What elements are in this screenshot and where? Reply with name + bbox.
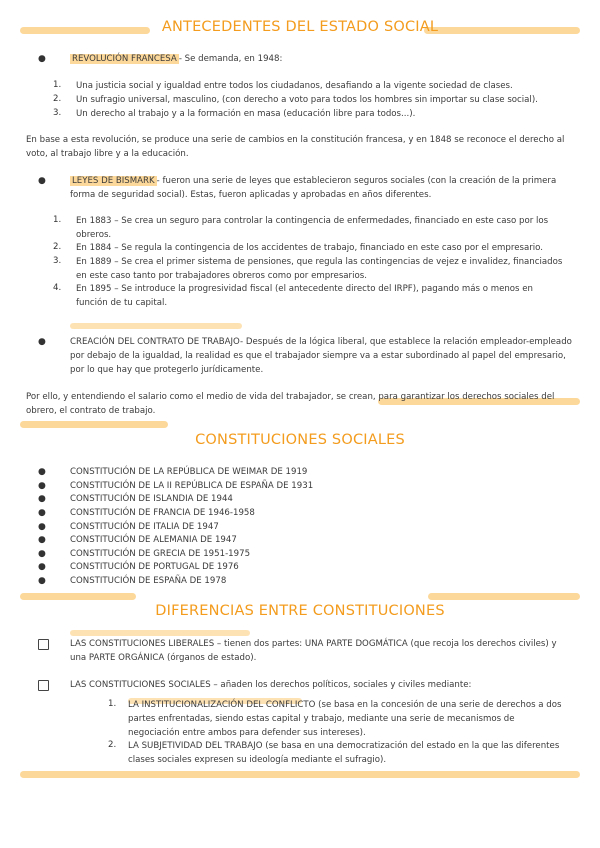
bullet: ●: [38, 562, 46, 572]
divider-bar-left-2: [20, 421, 168, 428]
divider-bar-right-3: [428, 593, 580, 600]
list-number: 3.: [53, 256, 62, 266]
list-item: CONSTITUCIÓN DE LA II REPÚBLICA DE ESPAÑA DE 1931: [70, 481, 314, 491]
divider-bar-left-3: [20, 593, 136, 600]
list-item: CONSTITUCIÓN DE LA REPÚBLICA DE WEIMAR DE 1919: [70, 467, 308, 477]
list-item: CONSTITUCIÓN DE ITALIA DE 1947: [70, 522, 219, 532]
list-item: CONSTITUCIÓN DE PORTUGAL DE 1976: [70, 562, 239, 572]
contrato-line: por debajo de la igualdad, la realidad es que el trabajador siempre va a estar subordinado al papel del empresario,: [70, 351, 566, 361]
paragraph-line: voto, al trabajo libre y a la educación.: [26, 149, 189, 159]
revolucion-item: Una justicia social y igualdad entre todos los ciudadanos, desafiando a la vigente sociedad de clases.: [76, 81, 513, 91]
revolucion-text: - Se demanda, en 1948:: [178, 54, 283, 64]
bullet: ●: [38, 535, 46, 545]
bullet: ●: [38, 467, 46, 477]
list-number: 1.: [108, 699, 117, 709]
list-number: 2.: [108, 740, 117, 750]
sociales-item: LA SUBJETIVIDAD DEL TRABAJO (se basa en una democratización del estado en la que las diferentes: [128, 741, 560, 751]
contrato-line: CREACIÓN DEL CONTRATO DE TRABAJO- Después de la lógica liberal, que establece la relación empleador-empleado: [70, 337, 572, 347]
bullet: ●: [38, 54, 46, 64]
list-number: 2.: [53, 242, 62, 252]
list-number: 3.: [53, 108, 62, 118]
bullet: ●: [38, 337, 46, 347]
list-item: CONSTITUCIÓN DE ALEMANIA DE 1947: [70, 535, 237, 545]
list-number: 4.: [53, 283, 62, 293]
section-title-constituciones: CONSTITUCIONES SOCIALES: [195, 432, 405, 448]
bismark-item: en este caso tanto por trabajadores obreros como por empresarios.: [76, 271, 367, 281]
bismark-item: En 1895 – Se introduce la progresividad fiscal (el antecedente directo del IRPF), pagando más o menos en: [76, 284, 533, 294]
sociales-item: negociación entre ambos para defender sus intereses).: [128, 728, 366, 738]
sociales-line: LAS CONSTITUCIONES SOCIALES – añaden los derechos políticos, sociales y civiles mediante:: [70, 680, 472, 690]
contrato-line: por lo que hay que protegerlo jurídicamente.: [70, 365, 264, 375]
bullet: ●: [38, 481, 46, 491]
revolucion-item: Un derecho al trabajo y a la formación en masa (educación libre para todos...).: [76, 109, 416, 119]
divider-bar-bottom: [20, 771, 580, 778]
liberales-line: una PARTE ORGÁNICA (órganos de estado).: [70, 653, 257, 663]
checkbox[interactable]: [38, 680, 49, 691]
bismark-line: forma de seguridad social). Estas, fueron aplicadas y aprobadas en años diferentes.: [70, 190, 432, 200]
bismark-label: LEYES DE BISMARK: [72, 176, 155, 186]
list-number: 2.: [53, 94, 62, 104]
revolucion-item: Un sufragio universal, masculino, (con derecho a voto para todos los hombres sin importar su clase social).: [76, 95, 538, 105]
list-item: CONSTITUCIÓN DE FRANCIA DE 1946-1958: [70, 508, 255, 518]
paragraph-line: En base a esta revolución, se produce una serie de cambios en la constitución francesa, y en 1848 se reconoce el derecho al: [26, 135, 565, 145]
bullet: ●: [38, 576, 46, 586]
list-item: CONSTITUCIÓN DE GRECIA DE 1951-1975: [70, 549, 251, 559]
bismark-paragraph: [70, 175, 590, 189]
sociales-item: LA INSTITUCIONALIZACIÓN DEL CONFLICTO (se basa en la concesión de una serie de derechos a dos: [128, 700, 562, 710]
list-item: CONSTITUCIÓN DE ISLANDIA DE 1944: [70, 494, 233, 504]
bullet: ●: [38, 176, 46, 186]
list-item: CONSTITUCIÓN DE ESPAÑA DE 1978: [70, 576, 227, 586]
checkbox[interactable]: [38, 639, 49, 650]
section-title-antecedentes: ANTECEDENTES DEL ESTADO SOCIAL: [161, 19, 439, 35]
bullet: ●: [38, 494, 46, 504]
bismark-item: obreros.: [76, 230, 112, 240]
highlight-bar: [70, 630, 250, 636]
bismark-item: En 1884 – Se regula la contingencia de los accidentes de trabajo, financiado en este caso por el empresario.: [76, 243, 544, 253]
list-number: 1.: [53, 215, 62, 225]
bismark-text: - fueron una serie de leyes que establecieron seguros sociales (con la creación de la primera: [156, 176, 557, 186]
bullet: ●: [38, 549, 46, 559]
sociales-item: clases sociales expresen su ideología mediante el sufragio).: [128, 755, 387, 765]
highlight-bar: [70, 323, 242, 329]
revolucion-label: REVOLUCIÓN FRANCESA: [72, 54, 177, 64]
bismark-item: función de tu capital.: [76, 298, 168, 308]
revolucion-paragraph: [70, 53, 580, 67]
paragraph-line: Por ello, y entendiendo el salario como el medio de vida del trabajador, se crean, para garantizar los derechos sociales del: [26, 392, 555, 402]
bismark-item: En 1889 – Se crea el primer sistema de pensiones, que regula las contingencias de vejez e invalidez, financiados: [76, 257, 563, 267]
sociales-item: partes enfrentadas, siendo estas capital y trabajo, mediante una serie de mecanismos de: [128, 714, 515, 724]
paragraph-line: obrero, el contrato de trabajo.: [26, 406, 156, 416]
liberales-line: LAS CONSTITUCIONES LIBERALES – tienen dos partes: UNA PARTE DOGMÁTICA (que recoja los derechos civiles) y: [70, 639, 557, 649]
section-title-diferencias: DIFERENCIAS ENTRE CONSTITUCIONES: [155, 603, 445, 619]
list-number: 1.: [53, 80, 62, 90]
bismark-item: En 1883 – Se crea un seguro para controlar la contingencia de enfermedades, financiado en este caso por los: [76, 216, 549, 226]
bullet: ●: [38, 508, 46, 518]
bullet: ●: [38, 522, 46, 532]
